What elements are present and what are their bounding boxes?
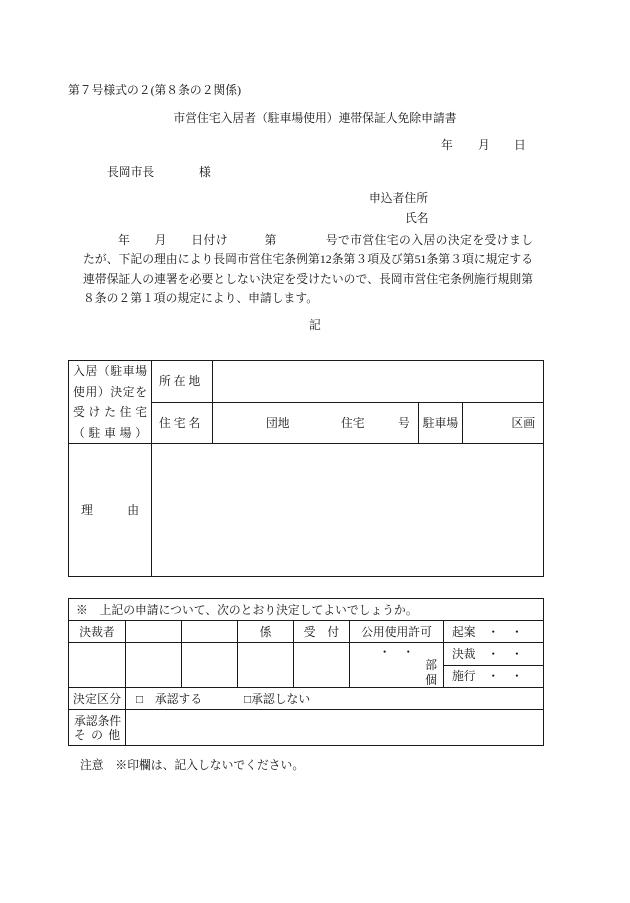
housing-label-line: （駐車場） [73,425,147,440]
kian-date: 起案 ・ ・ [444,621,544,643]
approval-notice: ※ 上記の申請について、次のとおり決定してよいでしょうか。 [69,599,544,621]
conditions-label: 承認条件 [74,713,122,728]
parking-label: 駐車場 [419,402,463,444]
notice-row [69,599,544,621]
uketsuke-label: 受 付 [294,621,350,643]
location-row [69,361,544,403]
applicant-address-label: 申込者住所 [369,191,428,205]
approver-stamp-cell [126,621,182,643]
approval-stamp-row [69,643,544,666]
other-label: そ の 他 [74,727,120,742]
approval-header-row [69,621,544,643]
kukaku-label: 区画 [463,402,544,444]
danchi-label: 団地 [266,415,290,430]
kessai-date: 決裁 ・ ・ [444,643,544,666]
approval-table [68,598,544,746]
date-year-label: 年 [441,138,453,152]
housing-name-label: 住 宅 名 [152,402,213,444]
body-line-1: 年 月 日付け 第 号で市営住宅の入居の決定を受けまし [118,233,533,247]
reject-option: □承認しない [244,691,311,706]
public-use-label: 公用使用許可 [350,621,444,643]
public-use-cell [350,643,444,688]
date-month-label: 月 [478,138,490,152]
addressee-honorific: 様 [199,165,211,179]
ko-label: 個 [425,673,437,687]
location-label: 所 在 地 [152,361,213,403]
stamp-cell [238,643,294,688]
reason-row [69,444,544,577]
housing-table [68,360,544,577]
housing-name-field [213,402,419,444]
body-line-2: たが、下記の理由により長岡市営住宅条例第12条第３項及び第51条第３項に規定する [83,252,533,266]
ki-heading: 記 [309,318,321,332]
body-line-3: 連帯保証人の連署を必要としない決定を受けたいので、長岡市営住宅条例施行規則第 [83,272,533,286]
bu-label: 部 [425,658,437,672]
conditions-field [126,710,544,746]
approver-label: 決裁者 [69,621,126,643]
decision-row [69,688,544,710]
applicant-name-label: 氏名 [405,211,429,225]
kakari-label: 係 [238,621,294,643]
public-use-dots: ・ ・ [378,645,415,659]
addressee: 長岡市長 [107,165,155,179]
decision-label: 決定区分 [69,688,126,710]
location-field [213,361,544,403]
housing-label-line: 受けた住宅 [73,405,147,419]
conditions-label-cell [69,710,126,746]
body-line-4: ８条の２第１項の規定により、申請します。 [83,291,318,305]
form-title: 市営住宅入居者（駐車場使用）連帯保証人免除申請書 [173,111,457,125]
stamp-cell [182,643,238,688]
public-use-content [350,643,443,687]
go-label: 号 [398,415,410,430]
approver-stamp-cell [182,621,238,643]
jutaku-label: 住宅 [341,415,365,430]
housing-label-line: 入居（駐車場 [73,364,147,378]
stamp-cell [69,643,126,688]
housing-label-cell [69,361,152,444]
stamp-cell [126,643,182,688]
date-day-label: 日 [514,138,526,152]
stamp-cell [294,643,350,688]
housing-label-line: 使用）決定を [73,384,147,399]
shiko-date: 施行 ・ ・ [444,665,544,688]
form-number: 第７号様式の２(第８条の２関係) [68,83,242,97]
decision-options [126,688,544,710]
footer-note: 注意 ※印欄は、記入しないでください。 [80,758,305,772]
conditions-row [69,710,544,746]
reason-field [152,444,544,577]
reason-label: 理 由 [69,444,152,577]
approve-option: □ 承認する [136,691,203,706]
